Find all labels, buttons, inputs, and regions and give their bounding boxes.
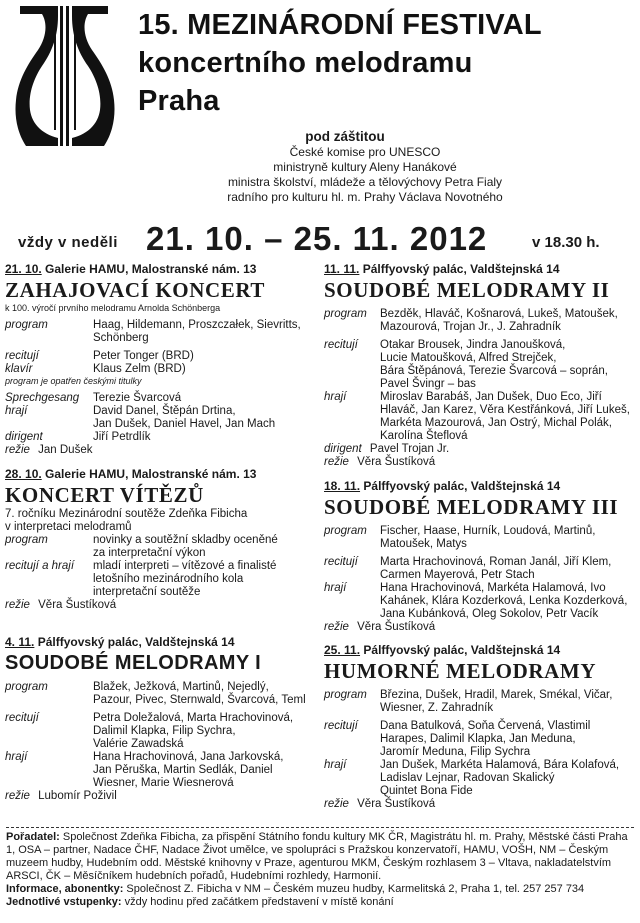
row-value (380, 556, 634, 582)
info-label: Informace, abonentky: (6, 883, 124, 895)
concert-venue (5, 262, 315, 277)
value-line: Karolína Šteflová (380, 430, 468, 442)
program-row (5, 319, 315, 345)
director-row (5, 790, 315, 803)
row-label: Sprechgesang (5, 392, 80, 404)
concert-date: 25. 11. (324, 643, 361, 657)
row-label: režie (324, 621, 349, 633)
organizer-text: Společnost Zdeňka Fibicha, za přispění Státního fondu kultury MK ČR, Magistrátu hl. m. Prahy, Městské části Praha 1, OSA – partner, Nadace ČHF, Nadace Život umělce, ve spolupráci s Pražskou konzervatoří, HAMU, VOŠH, NM – Českým muzeem hudby, Hudebním odd. Městské knihovny v Praze, agenturou MKM, Českým rozhlasem 3 – Vltava, nakladatelstvím ARSCI, ČK – Měsíčníkem hudebních pořadů, Hudebními rozhledy, Harmonií. (6, 831, 628, 882)
value-line: Jan Dušek, Daniel Havel, Jan Mach (93, 418, 276, 430)
value-line: Hlaváč, Jan Karez, Věra Kestřánková, Jiří Lukeš, (380, 404, 630, 416)
program-column-left (5, 262, 315, 803)
row-label: dirigent (324, 443, 362, 455)
venue-name: Pálffyovský palác, Valdštejnská 14 (362, 262, 560, 276)
value-line: mladí interpreti – vítězové a finalisté (93, 560, 277, 572)
row-value (93, 751, 315, 790)
concert-note: k 100. výročí prvního melodramu Arnolda Schönberga (5, 303, 221, 313)
row-label: recitují (324, 339, 358, 351)
festival-logo (12, 6, 130, 146)
play-row (324, 582, 634, 621)
program-row (324, 308, 634, 334)
concert-title: SOUDOBÉ MELODRAMY II (324, 278, 610, 302)
value-line: za interpretační výkon (93, 547, 206, 559)
recite-row (324, 720, 634, 759)
title-line-3: Praha (138, 85, 220, 117)
concert-venue (324, 262, 634, 277)
organizer-label: Pořadatel: (6, 831, 60, 843)
value-line: David Danel, Štěpán Drtina, (93, 405, 236, 417)
row-label: režie (324, 798, 349, 810)
row-value: Terezie Švarcová (93, 392, 182, 404)
concert-item (324, 479, 634, 643)
venue-name: Galerie HAMU, Malostranské nám. 13 (45, 262, 257, 276)
program-column-right (324, 262, 634, 811)
recite-row (324, 556, 634, 582)
value-line: Jaromír Meduna, Filip Sychra (380, 746, 531, 758)
row-value (380, 391, 634, 443)
row-value: Věra Šustíková (357, 621, 436, 633)
concert-venue (324, 479, 634, 494)
value-line: Jana Kubánková, Oleg Sokolov, Petr Vacík (380, 608, 599, 620)
row-label: program (5, 319, 48, 331)
row-value (93, 534, 315, 560)
row-value: Peter Tonger (BRD) (93, 350, 194, 362)
director-row (324, 621, 634, 634)
program-row (324, 525, 634, 551)
row-label: recitují (324, 720, 358, 732)
row-label: recitují (5, 350, 39, 362)
row-label: režie (5, 790, 30, 802)
row-value: Lubomír Poživil (38, 790, 117, 802)
row-value: Jiří Petrdlík (93, 431, 151, 443)
row-value (380, 689, 634, 715)
row-label: režie (324, 456, 349, 468)
piano-row (5, 363, 315, 376)
value-line: Fischer, Haase, Hurník, Loudová, Martinů, (380, 525, 596, 537)
concert-date: 18. 11. (324, 479, 361, 493)
value-line: Markéta Mazourová, Jan Ostrý, Michal Polák, (380, 417, 612, 429)
value-line: Blažek, Ježková, Martinů, Nejedlý, (93, 681, 269, 693)
value-line: Marta Hrachovinová, Roman Janál, Jiří Klem, (380, 556, 612, 568)
concert-item (324, 643, 634, 811)
value-line: Ladislav Lejnar, Radovan Skalický (380, 772, 555, 784)
row-value (380, 339, 634, 391)
program-row (5, 534, 315, 560)
value-line: Březina, Dušek, Hradil, Marek, Smékal, Vičar, (380, 689, 613, 701)
play-row (5, 405, 315, 431)
venue-name: Pálffyovský palác, Valdštejnská 14 (363, 643, 561, 657)
value-line: Jan Dušek, Markéta Halamová, Bára Kolafová, (380, 759, 620, 771)
row-value: Věra Šustíková (38, 599, 117, 611)
concert-description: 7. ročníku Mezinárodní soutěže Zdeňka Fibicha (5, 508, 248, 520)
row-value: Klaus Zelm (BRD) (93, 363, 186, 375)
dates-prefix: vždy v neděli (18, 234, 118, 251)
program-row (5, 681, 315, 707)
value-line: Miroslav Barabáš, Jan Dušek, Duo Eco, Jiří (380, 391, 602, 403)
row-value (380, 759, 634, 798)
concert-item (5, 467, 315, 635)
row-value (380, 308, 634, 334)
row-value (380, 720, 634, 759)
conductor-row (5, 431, 315, 444)
row-value (380, 582, 634, 621)
value-line: Petra Doležalová, Marta Hrachovinová, (93, 712, 294, 724)
row-label: program (324, 689, 367, 701)
dates-time: v 18.30 h. (532, 234, 600, 251)
value-line: Bezděk, Hlaváč, Košnarová, Lukeš, Matoušek, (380, 308, 618, 320)
row-label: hrají (5, 751, 28, 763)
value-line: letošního mezinárodního kola (93, 573, 244, 585)
value-line: interpretační soutěže (93, 586, 201, 598)
patronage-block (0, 128, 640, 205)
value-line: Kahánek, Klára Kozderková, Lenka Kozderková, (380, 595, 628, 607)
value-line: Dalimil Klapka, Filip Sychra, (93, 725, 236, 737)
value-line: Dana Batulková, Soňa Červená, Vlastimil (380, 720, 591, 732)
title-line-1: 15. MEZINÁRODNÍ FESTIVAL (138, 9, 542, 41)
play-row (5, 751, 315, 790)
patronage-line: ministryně kultury Aleny Hanákové (273, 160, 457, 174)
director-row (324, 798, 634, 811)
organizer-info (6, 831, 634, 883)
sprechgesang-row (5, 392, 315, 405)
venue-name: Pálffyovský palác, Valdštejnská 14 (363, 479, 561, 493)
concert-title: SOUDOBÉ MELODRAMY I (5, 652, 262, 674)
value-line: Hana Hrachovinová, Jana Jarkovská, (93, 751, 284, 763)
concert-venue (5, 635, 315, 650)
concert-date: 4. 11. (5, 635, 35, 649)
value-line: Bára Štěpánová, Terezie Švarcová – soprán, (380, 365, 609, 377)
row-label: klavír (5, 363, 33, 375)
patronage-line: České komise pro UNESCO (289, 145, 441, 159)
concert-title: HUMORNÉ MELODRAMY (324, 659, 597, 683)
value-line: Quintet Bona Fide (380, 785, 473, 797)
value-line: Hana Hrachovinová, Markéta Halamová, Ivo (380, 582, 606, 594)
row-label: hrají (324, 391, 347, 403)
value-line: Lucie Matoušková, Alfred Strejček, (380, 352, 557, 364)
row-label: program (5, 681, 48, 693)
row-label: hrají (5, 405, 28, 417)
value-line: Carmen Mayerová, Petr Stach (380, 569, 535, 581)
recite-row (324, 339, 634, 391)
venue-name: Pálffyovský palác, Valdštejnská 14 (37, 635, 235, 649)
row-value: Věra Šustíková (357, 798, 436, 810)
row-value (93, 712, 315, 751)
tickets-label: Jednotlivé vstupenky: (6, 896, 122, 908)
value-line: Mazourová, Trojan Jr., J. Zahradník (380, 321, 561, 333)
concert-title: SOUDOBÉ MELODRAMY III (324, 495, 619, 519)
value-line: novinky a soutěžní skladby oceněné (93, 534, 278, 546)
row-label: hrají (324, 582, 347, 594)
concert-item (5, 635, 315, 803)
subtitle-note: program je opatřen českými titulky (5, 376, 142, 386)
footer (6, 827, 634, 909)
row-label: režie (5, 444, 30, 456)
contact-info (6, 883, 634, 896)
patronage-line: radního pro kulturu hl. m. Prahy Václava Novotného (227, 190, 503, 204)
patronage-heading: pod záštitou (305, 129, 385, 144)
row-value (380, 525, 634, 551)
tickets-info (6, 896, 634, 909)
row-value: Věra Šustíková (357, 456, 436, 468)
play-row (324, 759, 634, 798)
title-line-2: koncertního melodramu (138, 47, 473, 79)
row-value: Haag, Hildemann, Proszczałek, Sievritts, Schönberg (93, 319, 301, 344)
concert-date: 21. 10. (5, 262, 42, 276)
tickets-text: vždy hodinu před začátkem představení v místě konání (124, 896, 394, 908)
info-text: Společnost Z. Fibicha v NM – Českém muzeu hudby, Karmelitská 2, Praha 1, tel. 257 257 734 (126, 883, 585, 895)
festival-dates (6, 220, 636, 258)
row-label: dirigent (5, 431, 43, 443)
footer-divider (6, 827, 634, 828)
value-line: Harapes, Dalimil Klapka, Jan Meduna, (380, 733, 576, 745)
dates-range: 21. 10. – 25. 11. 2012 (146, 220, 488, 257)
row-value (93, 681, 315, 707)
row-label: recitují (5, 712, 39, 724)
recite-row (5, 350, 315, 363)
festival-title (138, 6, 633, 120)
concert-item (324, 262, 634, 479)
row-value (93, 560, 315, 599)
play-row (324, 391, 634, 443)
concert-description: v interpretaci melodramů (5, 521, 132, 533)
conductor-row (324, 443, 634, 456)
row-label: režie (5, 599, 30, 611)
recite-row (5, 560, 315, 599)
value-line: Otakar Brousek, Jindra Janoušková, (380, 339, 566, 351)
concert-date: 11. 11. (324, 262, 360, 276)
row-value: Pavel Trojan Jr. (369, 443, 450, 455)
patronage-line: ministra školství, mládeže a tělovýchovy Petra Fialy (227, 175, 503, 189)
director-row (324, 456, 634, 469)
venue-name: Galerie HAMU, Malostranské nám. 13 (45, 467, 257, 481)
concert-item (5, 262, 315, 467)
program-row (324, 689, 634, 715)
value-line: Wiesner, Z. Zahradník (380, 702, 494, 714)
value-line: Jan Pěruška, Martin Sedlák, Daniel (93, 764, 273, 776)
value-line: Matoušek, Matys (380, 538, 467, 550)
row-label: recitují (324, 556, 358, 568)
value-line: Pavel Švingr – bas (380, 378, 476, 390)
value-line: Valérie Zawadská (93, 738, 184, 750)
row-value: Jan Dušek (38, 444, 93, 456)
concert-title: KONCERT VÍTĚZŮ (5, 483, 204, 507)
row-label: program (324, 308, 367, 320)
concert-venue (5, 467, 315, 482)
value-line: Pazour, Pivec, Sternwald, Švarcová, Teml (93, 694, 306, 706)
recite-row (5, 712, 315, 751)
row-label: recitují a hrají (5, 560, 75, 572)
row-label: program (324, 525, 367, 537)
row-label: hrají (324, 759, 347, 771)
director-row (5, 444, 315, 457)
value-line: Wiesner, Marie Wiesnerová (93, 777, 234, 789)
row-label: program (5, 534, 48, 546)
concert-title: ZAHAJOVACÍ KONCERT (5, 278, 265, 302)
director-row (5, 599, 315, 612)
row-value (93, 405, 315, 431)
concert-date: 28. 10. (5, 467, 42, 481)
concert-venue (324, 643, 634, 658)
